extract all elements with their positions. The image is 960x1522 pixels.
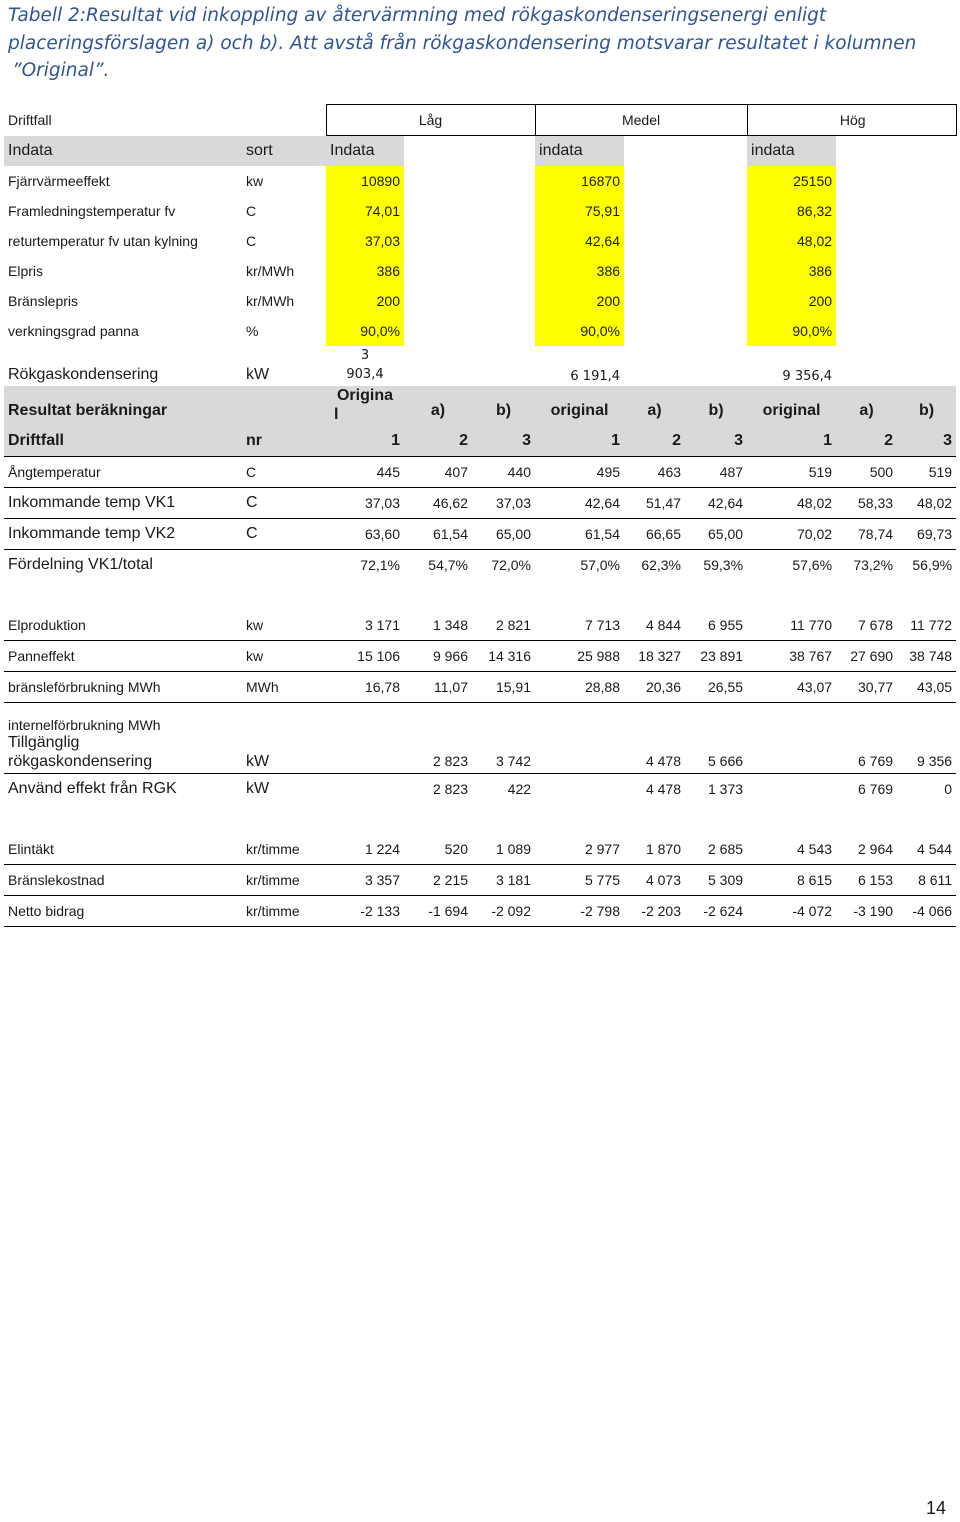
results-col-b: b) [685,386,747,426]
result-value: 38 767 [747,641,836,672]
result-value: 59,3% [703,557,744,573]
input-mid: 75,91 [535,196,624,226]
result-value: 54,7% [428,557,468,573]
result-value: 62,3% [641,557,682,573]
caption-line-2: placeringsförslagen a) och b). Att avstå från rökgaskondensering motsvarar resultatet i kolumnen [8,32,917,54]
tillganglig-value [747,733,836,774]
result-value: -4 072 [747,896,836,927]
input-unit: kw [246,173,264,189]
rgk-unit: kW [246,366,270,383]
results-col-b: b) [897,386,956,426]
driftfall-label: Driftfall [4,426,242,457]
result-value: 66,65 [624,519,685,550]
result-value: -2 798 [535,896,624,927]
results-col-original-low-bottom: l [334,406,339,423]
indata-high: indata [747,136,836,167]
result-value: 42,64 [685,488,747,519]
result-label: Inkommande temp VK1 [4,488,242,519]
result-value: 15 106 [326,641,404,672]
result-value: 5 309 [685,865,747,896]
caption-line-1: Tabell 2:Resultat vid inkoppling av återvärmning med rökgaskondenseringsenergi enligt [8,5,827,26]
input-unit: C [246,203,257,219]
result-value: 20,36 [624,672,685,703]
results-col-original-low [326,386,404,426]
input-low: 10890 [326,166,404,196]
result-unit: kw [242,610,326,641]
result-value: 2 685 [685,834,747,865]
indata-low: Indata [326,136,404,167]
result-value: 487 [685,457,747,488]
tillganglig-value: 6 769 [836,733,897,774]
result-value: 520 [404,834,472,865]
result-value: 42,64 [535,488,624,519]
result-value: 4 073 [624,865,685,896]
results-header-label: Resultat beräkningar [4,386,242,426]
result-value: 30,77 [836,672,897,703]
result-value: 25 988 [535,641,624,672]
result-row [4,519,956,550]
result-value: 78,74 [836,519,897,550]
result-value: 69,73 [897,519,956,550]
result-value: 26,55 [685,672,747,703]
anvand-value: 2 823 [432,781,468,797]
result-value: -1 694 [404,896,472,927]
result-unit: C [242,457,326,488]
input-high: 386 [747,256,836,286]
result-unit: C [242,488,326,519]
input-unit: C [246,233,257,249]
result-value: 37,03 [326,488,404,519]
results-col-original-low-top: Origina [336,387,393,404]
result-value: 3 181 [472,865,535,896]
result-row [4,896,956,927]
input-row [4,316,956,346]
result-value: 57,0% [580,557,621,573]
anvand-label: Använd effekt från RGK [8,780,177,797]
page-number: 14 [926,1498,947,1518]
results-col-original: original [747,386,836,426]
result-unit: C [242,519,326,550]
result-label: Elproduktion [4,610,242,641]
indata-mid: indata [535,136,624,167]
result-value: 5 775 [535,865,624,896]
header-lag: Låg [326,105,535,136]
input-low: 386 [326,256,404,286]
result-row [4,488,956,519]
result-value: 48,02 [747,488,836,519]
result-label: bränsleförbrukning MWh [4,672,242,703]
result-value: 73,2% [853,557,894,573]
input-high: 25150 [747,166,836,196]
driftfall-value: 1 [535,426,624,457]
result-value: 63,60 [326,519,404,550]
result-row [4,641,956,672]
result-value: -2 203 [624,896,685,927]
result-label: Netto bidrag [4,896,242,927]
result-value: 8 611 [897,865,956,896]
input-low: 200 [326,286,404,316]
indata-header-row [4,136,956,167]
anvand-value: 4 478 [645,781,682,797]
result-value: 440 [472,457,535,488]
result-value: 65,00 [685,519,747,550]
result-value: 6 955 [685,610,747,641]
input-high: 200 [747,286,836,316]
result-value: 15,91 [472,672,535,703]
result-unit: MWh [242,672,326,703]
result-value: 4 544 [897,834,956,865]
result-value: -2 133 [326,896,404,927]
result-value: -3 190 [836,896,897,927]
rgk-low-top: 3 [360,348,370,363]
driftfall-value: 3 [472,426,535,457]
result-value: -4 066 [897,896,956,927]
input-row [4,166,956,196]
header-hog: Hög [747,105,956,136]
tillganglig-row [4,733,956,774]
result-row [4,865,956,896]
anvand-value [535,774,624,805]
input-mid: 42,64 [535,226,624,256]
input-high: 90,0% [747,316,836,346]
tillganglig-value: 5 666 [685,733,747,774]
results-col-original: original [535,386,624,426]
result-row [4,457,956,488]
result-value: -2 624 [685,896,747,927]
input-low: 74,01 [326,196,404,226]
result-value: 519 [897,457,956,488]
rgk-high: 9 356,4 [782,369,833,384]
result-value: 51,47 [624,488,685,519]
internal-label: internelförbrukning MWh [8,717,161,733]
result-value: 70,02 [747,519,836,550]
result-label: Elintäkt [4,834,242,865]
result-value: 27 690 [836,641,897,672]
anvand-value: 6 769 [858,781,894,797]
result-unit: kr/timme [242,896,326,927]
results-header-row [4,386,956,426]
results-col-b: b) [472,386,535,426]
anvand-unit: kW [246,780,270,797]
anvand-value: 422 [507,781,532,797]
tillganglig-value [326,733,404,774]
result-value: 6 153 [836,865,897,896]
input-row [4,256,956,286]
input-low: 90,0% [326,316,404,346]
result-label: Bränslekostnad [4,865,242,896]
result-value: 61,54 [535,519,624,550]
result-label: Fördelning VK1/total [8,556,153,573]
result-value: 43,05 [897,672,956,703]
rgk-low [326,346,404,386]
results-col-a: a) [404,386,472,426]
result-value: 4 543 [747,834,836,865]
tillganglig-label-bottom: rökgaskondensering [8,753,153,770]
indata-label: Indata [4,136,242,167]
result-value: 500 [836,457,897,488]
driftfall-row [4,426,956,457]
result-value: 46,62 [404,488,472,519]
input-row [4,226,956,256]
driftfall-value: 2 [404,426,472,457]
input-label: Fjärrvärmeeffekt [8,173,110,189]
indata-sort: sort [242,136,326,167]
result-value: 65,00 [472,519,535,550]
result-value: 72,0% [491,557,532,573]
result-value: 445 [326,457,404,488]
tillganglig-unit: kW [242,733,326,774]
result-value: 58,33 [836,488,897,519]
result-value: 8 615 [747,865,836,896]
result-value: 2 821 [472,610,535,641]
input-label: Framledningstemperatur fv [8,203,176,219]
result-value: 56,9% [912,557,953,573]
result-value: 11 770 [747,610,836,641]
driftfall-value: 3 [685,426,747,457]
result-row [4,550,956,581]
result-row [4,610,956,641]
result-value: 23 891 [685,641,747,672]
result-unit [242,550,326,581]
input-label: verkningsgrad panna [8,323,139,339]
input-low: 37,03 [326,226,404,256]
result-value: 4 844 [624,610,685,641]
anvand-value [326,774,404,805]
result-value: 11,07 [404,672,472,703]
input-high: 86,32 [747,196,836,226]
input-mid: 16870 [535,166,624,196]
result-value: 28,88 [535,672,624,703]
rgk-mid: 6 191,4 [570,369,621,384]
tillganglig-value: 9 356 [897,733,956,774]
input-unit: % [246,323,259,339]
result-value: 61,54 [404,519,472,550]
result-value: 16,78 [326,672,404,703]
result-value: 2 964 [836,834,897,865]
driftfall-value: 2 [836,426,897,457]
result-label: Inkommande temp VK2 [4,519,242,550]
result-row [4,672,956,703]
result-value: 1 089 [472,834,535,865]
tillganglig-label [4,733,242,774]
header-row [4,105,956,136]
results-col-a: a) [836,386,897,426]
input-row [4,286,956,316]
result-value: -2 092 [472,896,535,927]
result-value: 7 713 [535,610,624,641]
driftfall-unit: nr [242,426,326,457]
input-high: 48,02 [747,226,836,256]
tillganglig-value [535,733,624,774]
tillganglig-value: 2 823 [404,733,472,774]
result-unit: kr/timme [242,865,326,896]
tillganglig-label-top: Tillgänglig [8,734,80,751]
driftfall-value: 2 [624,426,685,457]
input-mid: 386 [535,256,624,286]
input-label: returtemperatur fv utan kylning [8,233,198,249]
input-mid: 90,0% [535,316,624,346]
driftfall-value: 1 [326,426,404,457]
result-value: 463 [624,457,685,488]
result-label: Ångtemperatur [4,457,242,488]
caption-line-3: ”Original”. [12,60,110,81]
input-unit: kr/MWh [246,293,295,309]
result-value: 43,07 [747,672,836,703]
input-label: Bränslepris [8,293,79,309]
result-value: 11 772 [897,610,956,641]
results-col-a: a) [624,386,685,426]
input-unit: kr/MWh [246,263,295,279]
result-value: 72,1% [360,557,400,573]
result-value: 3 357 [326,865,404,896]
header-driftfall: Driftfall [8,112,52,128]
result-row [4,834,956,865]
result-value: 48,02 [897,488,956,519]
anvand-value: 1 373 [708,781,744,797]
result-unit: kr/timme [242,834,326,865]
rgk-row [4,346,956,386]
internal-row [4,703,956,734]
result-value: 2 977 [535,834,624,865]
input-mid: 200 [535,286,624,316]
result-value: 9 966 [404,641,472,672]
result-label: Panneffekt [4,641,242,672]
tillganglig-value: 3 742 [472,733,535,774]
result-value: 2 215 [404,865,472,896]
anvand-row [4,774,956,805]
result-value: 3 171 [326,610,404,641]
tillganglig-value: 4 478 [624,733,685,774]
driftfall-value: 1 [747,426,836,457]
result-unit: kw [242,641,326,672]
result-value: 18 327 [624,641,685,672]
header-medel: Medel [535,105,747,136]
result-value: 1 224 [326,834,404,865]
result-value: 57,6% [792,557,833,573]
input-row [4,196,956,226]
driftfall-value: 3 [897,426,956,457]
anvand-value: 0 [944,781,953,797]
result-value: 1 348 [404,610,472,641]
rgk-label: Rökgaskondensering [8,366,159,383]
result-value: 7 678 [836,610,897,641]
anvand-value [747,774,836,805]
result-value: 407 [404,457,472,488]
result-value: 519 [747,457,836,488]
result-value: 14 316 [472,641,535,672]
result-value: 1 870 [624,834,685,865]
result-value: 38 748 [897,641,956,672]
rgk-low-bottom: 903,4 [346,367,384,382]
result-value: 37,03 [472,488,535,519]
result-value: 495 [535,457,624,488]
input-label: Elpris [8,263,44,279]
table-caption [8,2,953,85]
results-table [4,104,957,927]
